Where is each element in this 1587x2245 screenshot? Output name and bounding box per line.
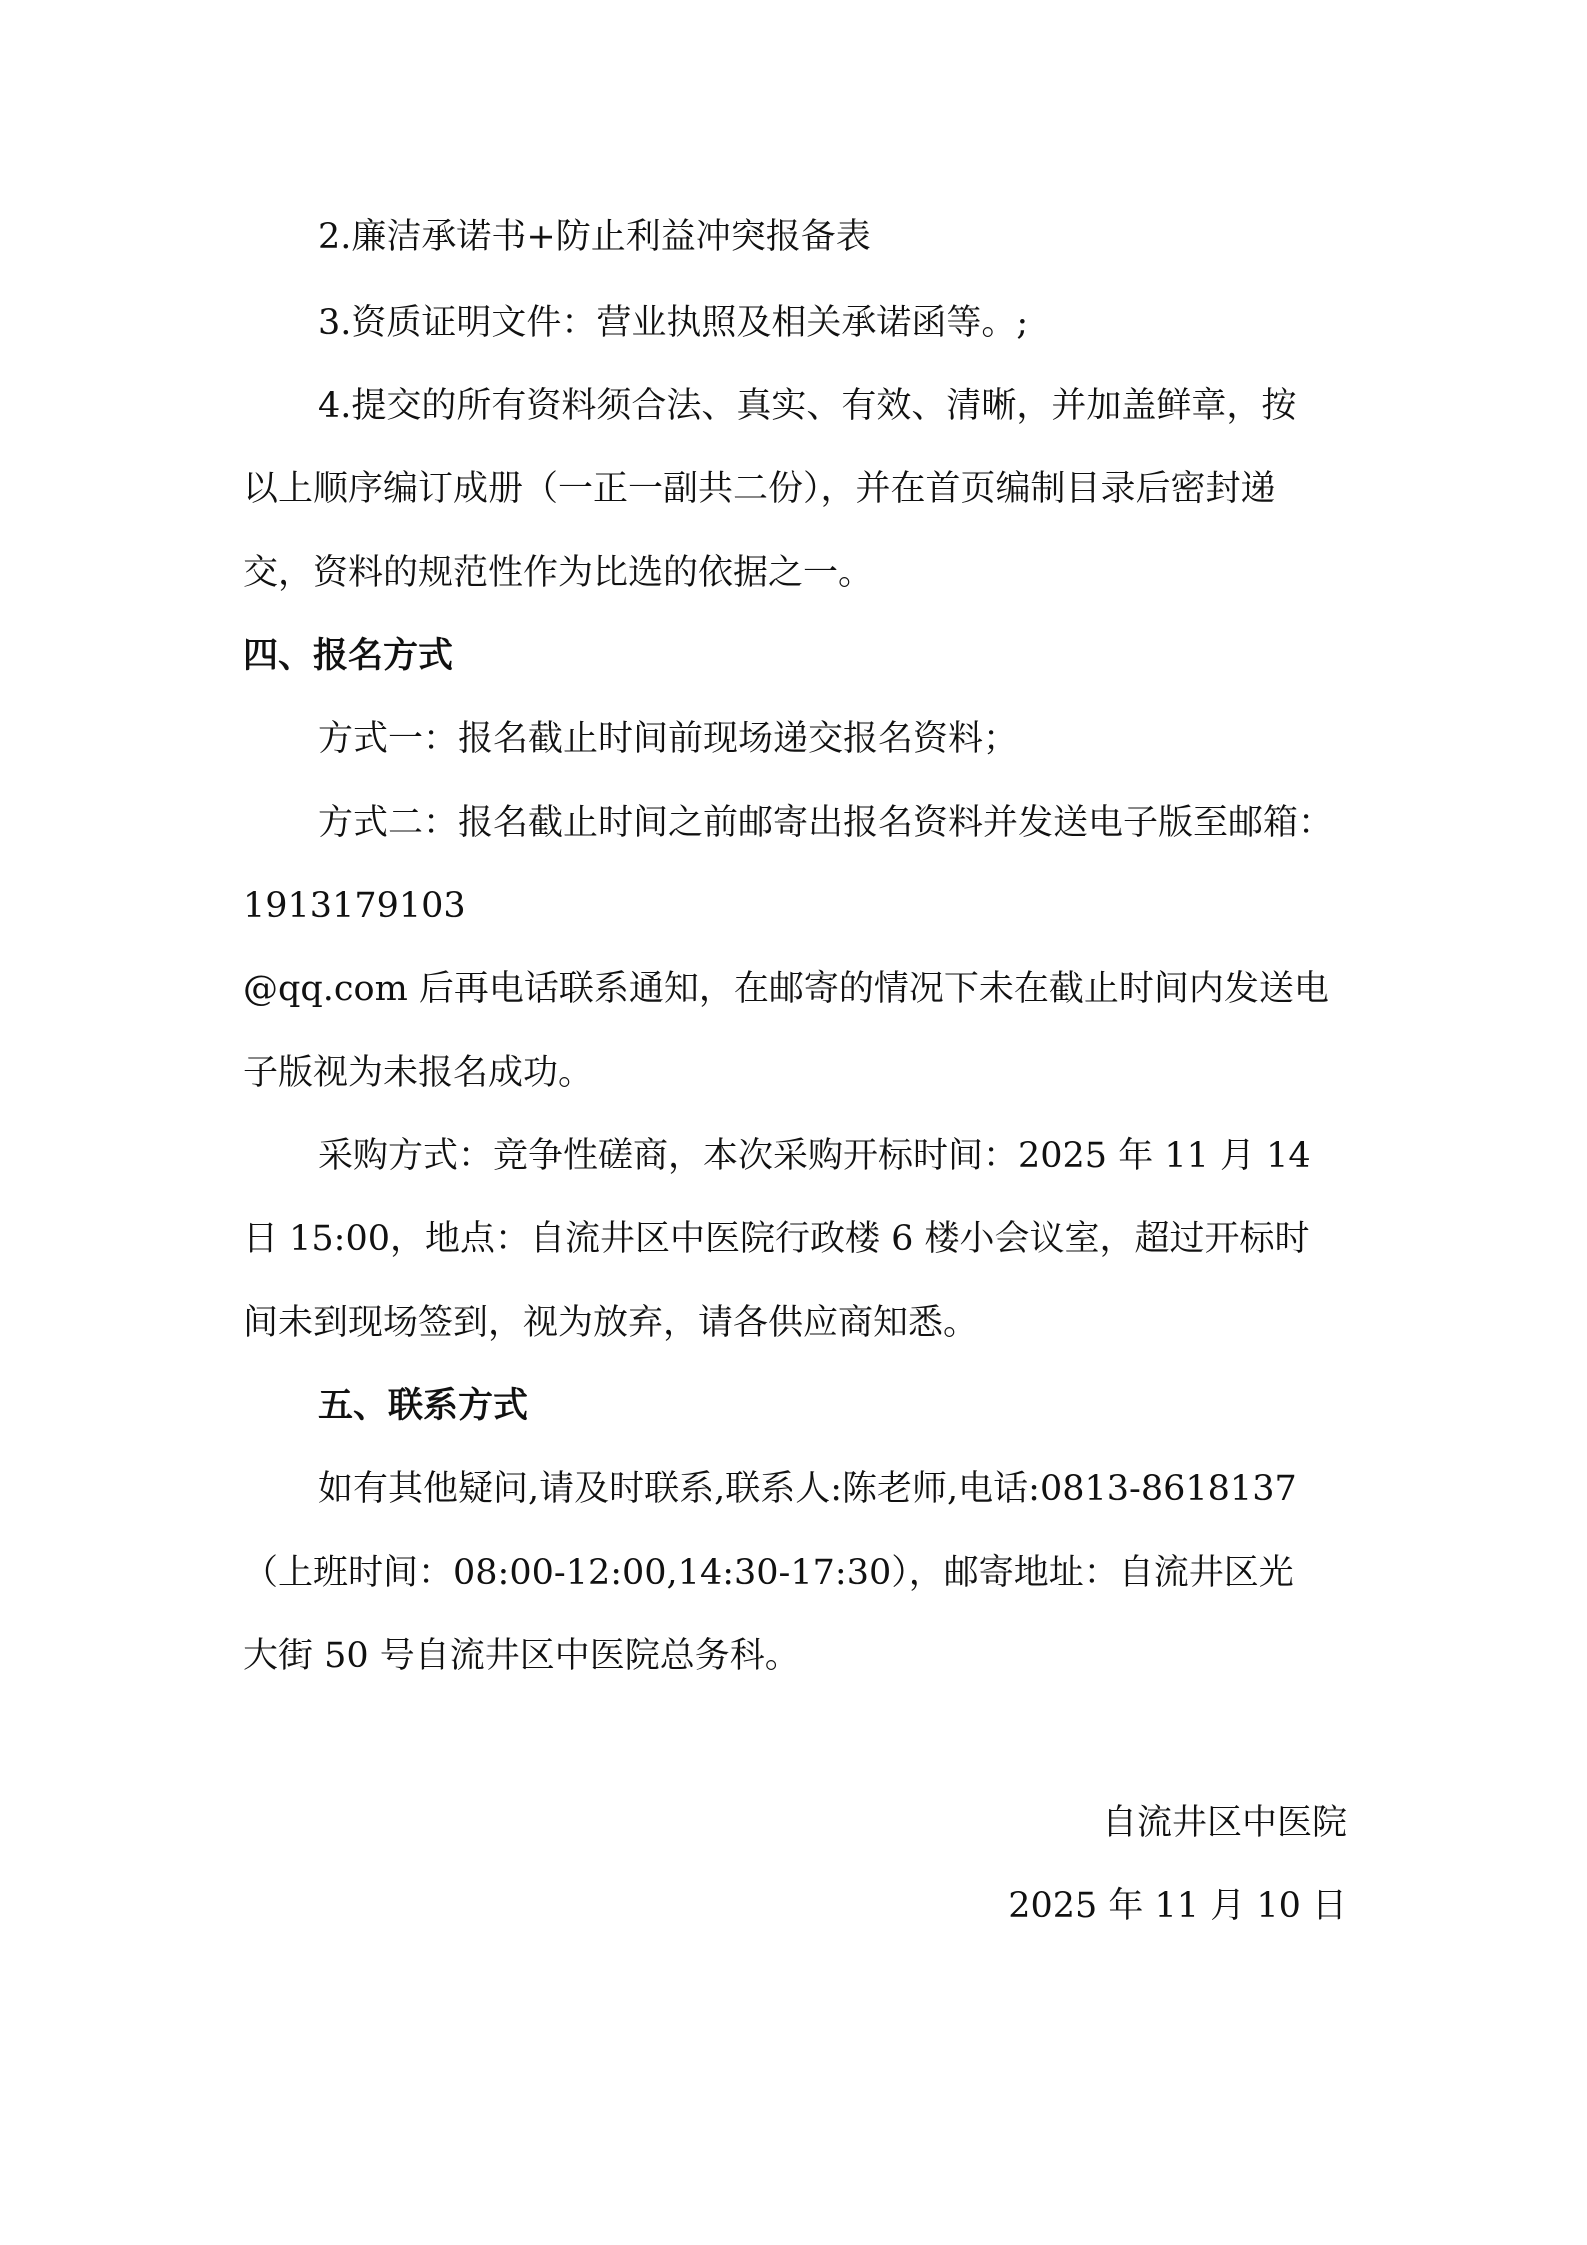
procurement-method-line-3: 间未到现场签到，视为放弃，请各供应商知悉。 <box>243 1303 979 1343</box>
contact-info-line-2: （上班时间：08:00-12:00,14:30-17:30），邮寄地址：自流井区光 <box>243 1553 1294 1593</box>
section-4-heading: 四、报名方式 <box>243 635 454 676</box>
section-5-heading: 五、联系方式 <box>318 1385 529 1426</box>
registration-method-2-line-1: 方式二：报名截止时间之前邮寄出报名资料并发送电子版至邮箱： <box>318 803 1334 843</box>
registration-method-2-line-3: 子版视为未报名成功。 <box>243 1053 594 1093</box>
item-2-integrity-commitment: 2.廉洁承诺书+防止利益冲突报备表 <box>318 217 871 257</box>
registration-method-1: 方式一：报名截止时间前现场递交报名资料； <box>318 719 1019 759</box>
item-3-qualification-documents: 3.资质证明文件：营业执照及相关承诺函等。; <box>318 303 1029 343</box>
procurement-method-line-2: 日 15:00，地点：自流井区中医院行政楼 6 楼小会议室，超过开标时 <box>243 1219 1310 1259</box>
contact-info-line-3: 大街 50 号自流井区中医院总务科。 <box>243 1636 800 1676</box>
signature-date: 2025 年 11 月 10 日 <box>1008 1886 1347 1926</box>
procurement-method-line-1: 采购方式：竞争性磋商，本次采购开标时间：2025 年 11 月 14 <box>318 1136 1311 1176</box>
signature-organization: 自流井区中医院 <box>1101 1803 1347 1843</box>
registration-email-number: 1913179103 <box>243 886 466 926</box>
contact-info-line-1: 如有其他疑问,请及时联系,联系人:陈老师,电话:0813-8618137 <box>318 1469 1297 1509</box>
item-4-submission-requirements-line-3: 交，资料的规范性作为比选的依据之一。 <box>243 553 874 593</box>
item-4-submission-requirements-line-1: 4.提交的所有资料须合法、真实、有效、清晰，并加盖鲜章，按 <box>318 386 1297 426</box>
registration-method-2-line-2: @qq.com 后再电话联系通知，在邮寄的情况下未在截止时间内发送电 <box>243 969 1329 1009</box>
item-4-submission-requirements-line-2: 以上顺序编订成册（一正一副共二份），并在首页编制目录后密封递 <box>243 469 1276 509</box>
